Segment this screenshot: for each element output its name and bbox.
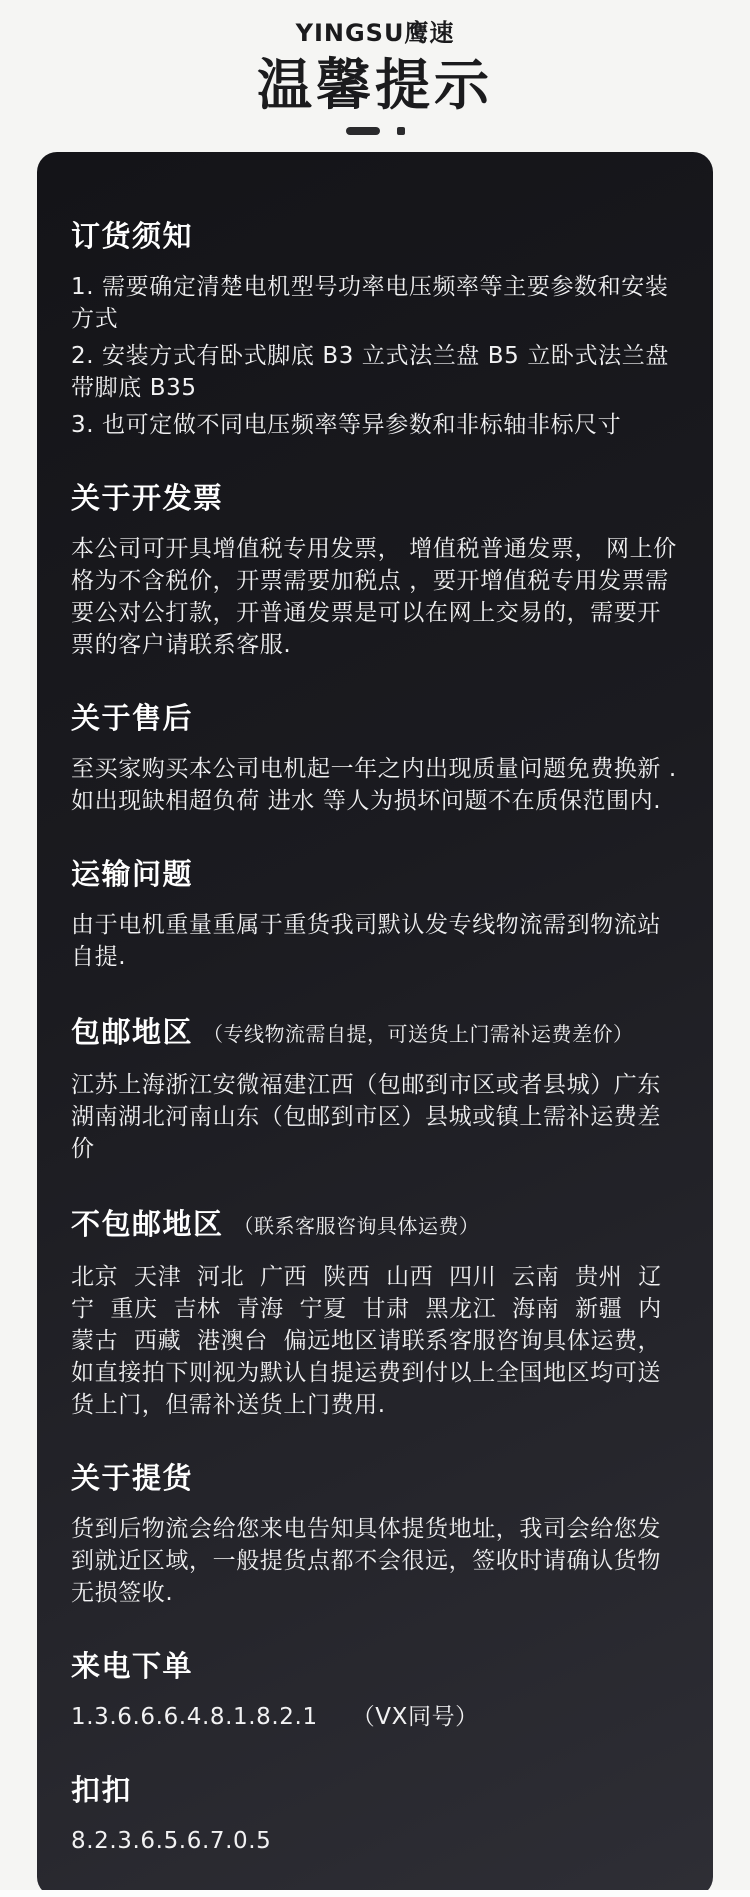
tips-card [37, 152, 713, 1897]
section-free-shipping-area [71, 1010, 679, 1165]
section-heading-text: 运输问题 [71, 857, 194, 891]
order-notice-item: 1. 需要确定清楚电机型号功率电压频率等主要参数和安装方式 [71, 274, 669, 332]
qq-number: 8.2.3.6.5.6.7.0.5 [71, 1828, 272, 1854]
order-notice-item: 2. 安装方式有卧式脚底 B3 立式法兰盘 B5 立卧式法兰盘带脚底 B35 [71, 343, 669, 401]
section-invoice [71, 478, 679, 661]
phone-row [71, 1701, 679, 1733]
section-heading-text: 包邮地区 [71, 1015, 194, 1049]
section-shipping [71, 854, 679, 973]
page-title: 温馨提示 [256, 53, 493, 117]
section-heading-phone-order [71, 1646, 679, 1686]
section-heading-note: （联系客服咨询具体运费） [233, 1214, 480, 1238]
section-heading-text: 关于提货 [71, 1461, 194, 1495]
section-heading-text: 扣扣 [71, 1773, 133, 1807]
section-heading-free-shipping [71, 1010, 679, 1054]
after-sales-body: 至买家购买本公司电机起一年之内出现质量问题免费换新 . 如出现缺相超负荷 进水 等人为损坏问题不在质保范围内. [71, 756, 685, 814]
page-header [0, 0, 750, 137]
section-heading-note: （专线物流需自提，可送货上门需补运费差价） [203, 1022, 634, 1046]
section-qq [71, 1770, 679, 1857]
decoration-dash-icon [346, 127, 380, 135]
phone-number: 1.3.6.6.6.4.8.1.8.2.1 [71, 1704, 318, 1730]
section-heading-shipping [71, 854, 679, 894]
section-pickup [71, 1458, 679, 1609]
section-heading-after-sales [71, 698, 679, 738]
section-heading-non-free-shipping [71, 1202, 679, 1246]
section-heading-text: 来电下单 [71, 1649, 194, 1683]
section-after-sales [71, 698, 685, 817]
section-heading-text: 订货须知 [71, 219, 194, 253]
section-non-free-shipping-area [71, 1202, 679, 1421]
decoration-dot-icon [397, 127, 405, 135]
section-heading-qq [71, 1770, 679, 1810]
section-order-notice [71, 216, 679, 441]
section-heading-text: 关于开发票 [71, 481, 224, 515]
free-shipping-body: 江苏上海浙江安微福建江西（包邮到市区或者县城）广东湖南湖北河南山东（包邮到市区）县城或镇上需补运费差价 [71, 1072, 661, 1162]
bottom-strip [0, 1890, 750, 1897]
brand-name: YINGSU鹰速 [295, 19, 455, 47]
title-decoration [0, 125, 750, 137]
section-phone-order [71, 1646, 679, 1733]
section-heading-invoice [71, 478, 679, 518]
order-notice-item: 3. 也可定做不同电压频率等异参数和非标轴非标尺寸 [71, 412, 622, 438]
section-heading-order-notice [71, 216, 679, 256]
invoice-body: 本公司可开具增值税专用发票， 增值税普通发票， 网上价格为不含税价，开票需要加税点 ，要开增值税专用发票需要公对公打款，开普通发票是可以在网上交易的，需要开票的客户请联系客服. [71, 536, 677, 658]
section-heading-text: 关于售后 [71, 701, 194, 735]
section-heading-text: 不包邮地区 [71, 1207, 224, 1241]
non-free-shipping-body: 北京 天津 河北 广西 陕西 山西 四川 云南 贵州 辽宁 重庆 吉林 青海 宁夏 甘肃 黑龙江 海南 新疆 内蒙古 西藏 港澳台 偏远地区请联系客服咨询具体运费，如直接拍下则视为默认自提运费到付以上全国地区均可送货上门，但需补送货上门费用. [71, 1264, 662, 1418]
pickup-body: 货到后物流会给您来电告知具体提货地址，我司会给您发到就近区域，一般提货点都不会很远，签收时请确认货物无损签收. [71, 1516, 661, 1606]
phone-note: （VX同号） [351, 1704, 479, 1730]
shipping-body: 由于电机重量重属于重货我司默认发专线物流需到物流站自提. [71, 912, 661, 970]
section-heading-pickup [71, 1458, 679, 1498]
